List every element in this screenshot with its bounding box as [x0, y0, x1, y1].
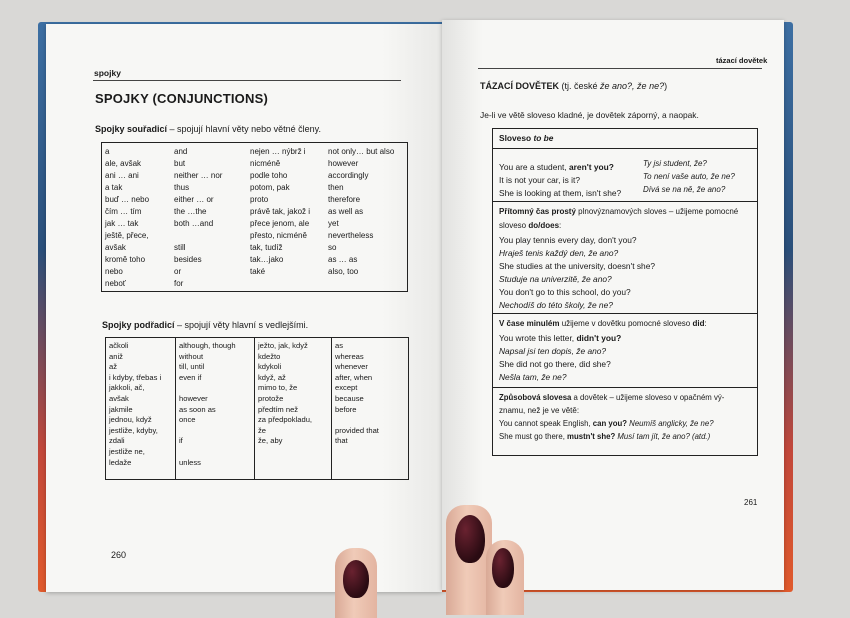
s4-heading-b: a dovětek – užijeme sloveso v opačném vý-: [571, 393, 725, 402]
coord-cell: a: [105, 147, 110, 156]
coord-cell: still: [174, 243, 186, 252]
s4-line2-b: can you?: [592, 419, 628, 428]
sub-cell: whereas: [335, 351, 364, 361]
s3-line4: Nešla tam, že ne?: [499, 372, 567, 382]
sub-heading: [102, 320, 308, 330]
s2-heading-e: :: [559, 221, 562, 230]
coord-cell: a tak: [105, 183, 123, 192]
s2-divider: [493, 201, 757, 202]
s1-line1: [499, 162, 614, 172]
sub-cell: till, until: [179, 362, 205, 372]
coord-cell: avšak: [105, 243, 126, 252]
coord-col-cz2: [250, 146, 310, 278]
coord-cell: buď … nebo: [105, 195, 150, 204]
coordinating-conjunctions-table: [101, 142, 408, 292]
s4-line3-a: She must go there,: [499, 432, 568, 441]
s4-line1: znamu, než je ve větě:: [499, 406, 580, 415]
s2-line3: She studies at the university, doesn't she?: [499, 261, 656, 271]
coord-cell: nebo: [105, 267, 123, 276]
sub-cell: zdali: [109, 436, 125, 446]
s3-line1-tag: didn't you?: [576, 333, 622, 343]
s3-heading-a: V čase minulém: [499, 319, 560, 328]
right-running-header: tázací dovětek: [716, 56, 768, 65]
s1-line1-tag: aren't you?: [569, 162, 614, 172]
sub-cell: že, aby: [258, 436, 283, 446]
coord-cell: kromě toho: [105, 255, 146, 264]
sub-cell: kdežto: [258, 351, 281, 361]
s1-trans2: To není vaše auto, že ne?: [643, 172, 735, 181]
sub-cell: jestliže, kdyby,: [109, 425, 158, 435]
sub-cell: before: [335, 404, 357, 414]
coord-cell: then: [328, 183, 344, 192]
coord-cell: právě tak, jakož i: [250, 207, 311, 216]
s3-heading: [499, 319, 707, 328]
sub-cell: even if: [179, 372, 202, 382]
coord-cell: however: [328, 159, 359, 168]
sub-cell: unless: [179, 457, 201, 467]
s2-heading: [499, 207, 738, 216]
left-page: [46, 24, 442, 592]
s1-divider: [493, 148, 757, 149]
coord-cell: [174, 230, 222, 242]
coord-cell: tak, tudíž: [250, 243, 283, 252]
sub-cell: that: [335, 436, 348, 446]
sub-cell: [179, 426, 236, 437]
s1-heading-b: to be: [533, 133, 554, 143]
sub-cell: provided that: [335, 425, 379, 435]
s2-heading-a: Přítomný čas prostý: [499, 207, 576, 216]
coord-cell: therefore: [328, 195, 361, 204]
coord-cell: as … as: [328, 255, 358, 264]
coord-cell: podle toho: [250, 171, 288, 180]
s1-trans3: Dívá se na ně, že ano?: [643, 185, 726, 194]
coord-cell: tak…jako: [250, 255, 284, 264]
coord-cell: as well as: [328, 207, 364, 216]
sub-cell: [335, 415, 379, 426]
s2-line6: Nechodíš do této školy, že ne?: [499, 300, 613, 310]
sub-col-en2: [335, 341, 379, 447]
sub-cell: za předpokladu,: [258, 415, 313, 425]
sub-cell: ledaže: [109, 457, 132, 467]
s4-line3: [499, 432, 710, 441]
sub-cell: předtím než: [258, 404, 299, 414]
coord-cell: ještě, přece,: [105, 231, 149, 240]
coord-cell: nejen … nýbrž i: [250, 147, 306, 156]
s2-line5: You don't go to this school, do you?: [499, 287, 631, 297]
s3-heading-d: :: [704, 319, 707, 328]
coord-cell: either … or: [174, 195, 214, 204]
coord-cell: čím … tím: [105, 207, 142, 216]
s3-divider: [493, 313, 757, 314]
sub-cell: kdykoli: [258, 362, 282, 372]
s2-heading-cont: [499, 221, 561, 230]
coord-cell: neither … nor: [174, 171, 223, 180]
sub-cell: because: [335, 393, 364, 403]
nail-right: [492, 548, 514, 588]
coord-heading-bold: Spojky souřadicí: [95, 124, 168, 134]
s4-line2-a: You cannot speak English,: [499, 419, 593, 428]
coord-cell: besides: [174, 255, 202, 264]
right-intro: Je-li ve větě sloveso kladné, je dovětek záporný, a naopak.: [480, 110, 699, 120]
coord-cell: or: [174, 267, 182, 276]
s2-line4: Studuje na univerzitě, že ano?: [499, 274, 612, 284]
nail-middle: [455, 515, 485, 563]
subordinating-conjunctions-table: [105, 337, 409, 480]
sub-cell: když, až: [258, 372, 286, 382]
sub-cell: avšak: [109, 393, 129, 403]
coord-cell: neboť: [105, 279, 126, 288]
s4-divider: [493, 387, 757, 388]
coord-heading: [95, 124, 321, 134]
s4-line3-c: Musí tam jít, že ano? (atd.): [615, 432, 711, 441]
s3-line1: [499, 333, 621, 343]
s3-line1-text: You wrote this letter,: [499, 333, 577, 343]
sub-cell: i kdyby, třebas i: [109, 372, 162, 382]
coord-cell: the …the: [174, 207, 207, 216]
s1-heading: [499, 133, 553, 143]
right-title-note-prefix: (tj. české: [559, 81, 601, 91]
s3-heading-c: did: [692, 319, 705, 328]
s4-line2: [499, 419, 714, 428]
coord-cell: and: [174, 147, 188, 156]
coord-col-cz1: [105, 146, 149, 290]
sub-col-cz1: [109, 341, 161, 468]
sub-cell: although, though: [179, 341, 236, 350]
coord-cell: nicméně: [250, 159, 281, 168]
coord-cell: yet: [328, 219, 339, 228]
sub-col-divider-2: [254, 338, 255, 479]
right-page-number: 261: [744, 498, 758, 507]
sub-col-en1: [179, 341, 236, 468]
question-tag-table: [492, 128, 758, 456]
s2-line2: Hraješ tenis každý den, že ano?: [499, 248, 619, 258]
left-header-rule: [93, 80, 401, 81]
sub-cell: protože: [258, 393, 284, 403]
coord-cell: proto: [250, 195, 269, 204]
sub-cell: without: [179, 351, 204, 361]
s2-heading-d: do/does: [528, 221, 560, 230]
sub-cell: whenever: [335, 362, 368, 372]
left-page-title: SPOJKY (CONJUNCTIONS): [95, 91, 268, 106]
sub-heading-bold: Spojky podřadicí: [102, 320, 175, 330]
sub-cell: jestliže ne,: [109, 446, 145, 456]
coord-cell: accordingly: [328, 171, 369, 180]
coord-cell: potom, pak: [250, 183, 290, 192]
coord-cell: ale, avšak: [105, 159, 142, 168]
sub-cell: except: [335, 383, 358, 393]
s1-line1-text: You are a student,: [499, 162, 570, 172]
sub-col-divider-3: [331, 338, 332, 479]
sub-cell: as soon as: [179, 404, 216, 414]
s2-heading-b: plnovýznamových sloves – užijeme pomocné: [575, 207, 739, 216]
s4-line2-c: Neumíš anglicky, že ne?: [627, 419, 714, 428]
sub-cell: aniž: [109, 351, 123, 361]
sub-cell: jakkoli, ač,: [109, 383, 145, 393]
right-title-note-example: že ano?, že ne?: [600, 81, 665, 91]
s1-heading-a: Sloveso: [499, 133, 534, 143]
sub-cell: ačkoli: [109, 341, 129, 350]
s1-trans1: Ty jsi student, že?: [643, 159, 707, 168]
coord-cell: jak … tak: [105, 219, 139, 228]
s2-line1: You play tennis every day, don't you?: [499, 235, 637, 245]
coord-cell: not only… but also: [328, 147, 395, 156]
s4-heading: [499, 393, 724, 402]
sub-cell: after, when: [335, 372, 373, 382]
sub-cell: jakmile: [109, 404, 133, 414]
left-running-header: spojky: [94, 68, 121, 78]
right-header-rule: [478, 68, 762, 69]
sub-cell: ježto, jak, když: [258, 341, 308, 350]
sub-col-cz2: [258, 341, 312, 447]
coord-cell: také: [250, 267, 266, 276]
coord-cell: also, too: [328, 267, 359, 276]
sub-col-divider-1: [175, 338, 176, 479]
coord-cell: thus: [174, 183, 190, 192]
coord-cell: nevertheless: [328, 231, 374, 240]
coord-cell: ani … ani: [105, 171, 139, 180]
sub-heading-rest: – spojují věty hlavní s vedlejšími.: [174, 320, 309, 330]
s2-heading-c: sloveso: [499, 221, 529, 230]
sub-cell: once: [179, 415, 196, 425]
right-title-bold: TÁZACÍ DOVĚTEK: [480, 81, 560, 91]
s3-line2: Napsal jsi ten dopis, že ano?: [499, 346, 607, 356]
coord-cell: přesto, nicméně: [250, 231, 307, 240]
sub-cell: [179, 383, 236, 394]
s4-heading-a: Způsobová slovesa: [499, 393, 572, 402]
coord-cell: but: [174, 159, 186, 168]
sub-cell: if: [179, 436, 183, 446]
s4-line3-b: mustn't she?: [567, 432, 616, 441]
right-page-title: [480, 81, 667, 91]
sub-cell: mimo to, že: [258, 383, 298, 393]
right-title-note-suffix: ): [664, 81, 668, 91]
s3-line3: She did not go there, did she?: [499, 359, 611, 369]
nail-left: [343, 560, 369, 598]
sub-cell: až: [109, 362, 118, 372]
coord-cell: přece jenom, ale: [250, 219, 310, 228]
coord-cell: so: [328, 243, 337, 252]
left-page-number: 260: [111, 550, 127, 560]
sub-cell: however: [179, 393, 208, 403]
coord-cell: both …and: [174, 219, 214, 228]
sub-cell: že: [258, 425, 267, 435]
coord-heading-rest: – spojují hlavní věty nebo větné členy.: [167, 124, 321, 134]
sub-cell: as: [335, 341, 344, 350]
sub-cell: jednou, když: [109, 415, 152, 425]
coord-cell: for: [174, 279, 184, 288]
s1-line3: She is looking at them, isn't she?: [499, 188, 622, 198]
coord-col-en1: [174, 146, 222, 290]
coord-col-en2: [328, 146, 394, 278]
s3-heading-b: užijeme v dovětku pomocné sloveso: [559, 319, 693, 328]
s1-line2: It is not your car, is it?: [499, 175, 580, 185]
sub-cell: [179, 447, 236, 458]
